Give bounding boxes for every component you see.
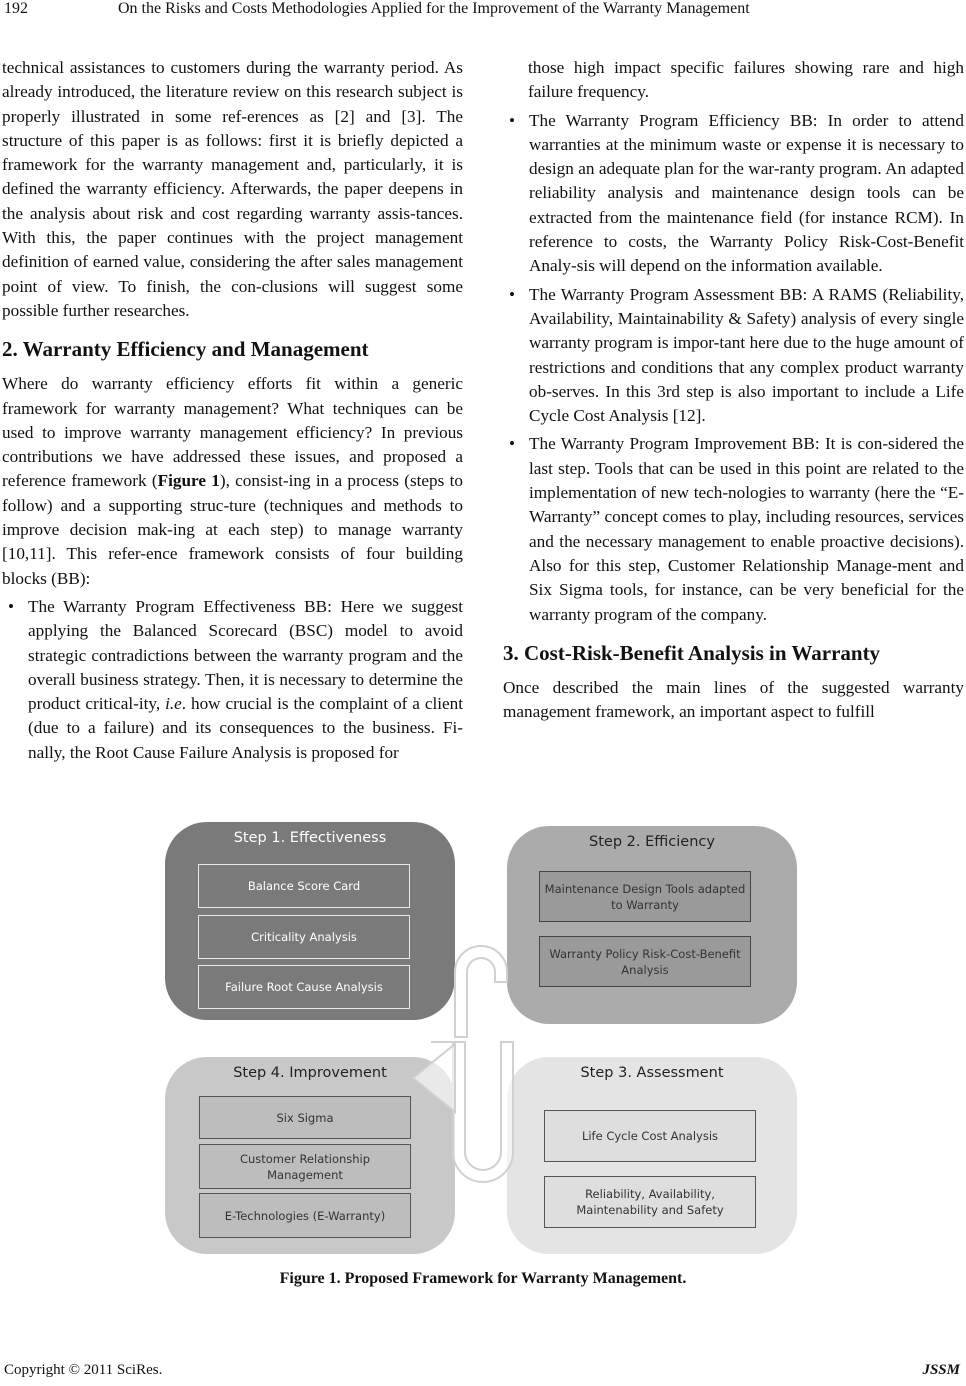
bullet-text-italic: i.e [165, 694, 182, 714]
bullet-text: The Warranty Program Improvement BB: It is con-sidered the last step. Tools that can be used in this point are related to the implementation of new tech-nologies to warranty (here the “E-Warranty” concept comes to play, including resources, services and the necessary management to enable proactive decisions). Also for this step, Customer Relationship Manage-ment and Six Sigma tools, for instance, can be very beneficial for the warranty program of the company. [529, 434, 964, 624]
cycle-arrow-icon [165, 822, 799, 1254]
bullet-icon: • [509, 110, 516, 130]
figure-caption: Figure 1. Proposed Framework for Warranty Management. [279, 1270, 687, 1287]
building-blocks-list-cont [503, 109, 964, 627]
list-item [503, 432, 964, 626]
framework-paragraph [2, 372, 463, 591]
figure-reference-link[interactable]: Figure 1 [157, 471, 220, 491]
framework-paragraph-text-a: Where do warranty efficiency efforts fit within a generic framework for warranty management? What techniques can be used to improve warranty management efficiency? In previous contributions we have addressed these issues, and proposed a reference framework ( [2, 374, 463, 491]
step2-item: Maintenance Design Tools adapted to Warranty [539, 871, 751, 922]
section-heading-3: 3. Cost-Risk-Benefit Analysis in Warranty [503, 640, 881, 665]
bullet-text-b: . how crucial is the complaint of a client (due to a failure) and its consequences to the business. Fi-nally, the Root Cause Failure Analysis is proposed for [28, 694, 463, 762]
step3-item: Life Cycle Cost Analysis [544, 1110, 756, 1162]
step2-title: Step 2. Efficiency [589, 834, 715, 850]
bullet-text: The Warranty Program Efficiency BB: In order to attend warranties at the minimum waste or expense it is necessary to design an adequate plan for the war-ranty program. An adapted reliability analysis and maintenance design tools can be extracted from the maintenance field (for instance RCM). In reference to costs, the Warranty Policy Risk-Cost-Benefit Analy-sis will depend on the information available. [529, 110, 964, 276]
intro-paragraph: technical assistances to customers during the warranty period. As already introduced, the literature review on this research subject is properly illustrated in some ref-erences as [2] and [3]. The structure of this paper is as follows: first it is briefly depicted a framework for the warranty management and, particularly, it is defined the warranty efficiency. Afterwards, the paper deepens in the analysis about risk and cost regarding warranty assis-tances. With this, the paper continues with the project management definition of earned value, considering the after sales management point of view. To finish, the con-clusions will suggest some possible further researches. [2, 58, 463, 320]
step1-item: Failure Root Cause Analysis [198, 965, 410, 1009]
bullet-text-a: The Warranty Program Effectiveness BB: Here we suggest applying the Balanced Scorecard (BSC) model to avoid strategic contradictions between the warranty program and the overall business strategy. Then, it is necessary to determine the product critical-ity, [28, 596, 463, 714]
bullet-icon: • [8, 596, 15, 616]
framework-paragraph-text-b: ), consist-ing in a process (steps to follow) and a supporting struc-ture (techniques and methods to improve decision mak-ing at each step) to manage warranty [10,11]. This refer-ence framework consists of four building blocks (BB): [2, 471, 463, 588]
bullet-icon: • [509, 434, 516, 454]
step4-item: Customer Relationship Management [199, 1144, 411, 1189]
left-column [2, 56, 463, 769]
page-footer [0, 1362, 966, 1382]
step1-title: Step 1. Effectiveness [233, 830, 387, 846]
building-blocks-list [2, 595, 463, 765]
bullet-text: The Warranty Program Assessment BB: A RAMS (Reliability, Availability, Maintainability & Safety) analysis of every single warranty program is impor-tant here due to the huge amount of restrictions and conditions that any complex product warranty ob-serves. In this 3rd step is also important to include a Life Cycle Cost Analysis [12]. [529, 284, 964, 426]
step2-item: Warranty Policy Risk-Cost-Benefit Analysis [539, 936, 751, 987]
step4-item: Six Sigma [199, 1096, 411, 1139]
section-heading-2: 2. Warranty Efficiency and Management [2, 337, 369, 362]
step3-title: Step 3. Assessment [580, 1065, 724, 1081]
framework-figure [165, 822, 799, 1254]
step4-item: E-Technologies (E-Warranty) [199, 1193, 411, 1238]
page-header [0, 0, 966, 24]
list-item [503, 109, 964, 279]
right-column [503, 56, 964, 724]
bullet-icon: • [509, 284, 516, 304]
page-number: 192 [4, 0, 28, 17]
step1-item: Criticality Analysis [198, 915, 410, 959]
list-item [2, 595, 463, 765]
step3-item: Reliability, Availability, Maintenability and Safety [544, 1176, 756, 1228]
step4-title: Step 4. Improvement [233, 1065, 387, 1081]
cost-risk-paragraph: Once described the main lines of the suggested warranty management framework, an important aspect to fulfill [503, 677, 964, 722]
list-item [503, 283, 964, 429]
bullet-continuation: those high impact specific failures showing rare and high failure frequency. [528, 58, 964, 102]
running-title: On the Risks and Costs Methodologies Applied for the Improvement of the Warranty Management [118, 0, 750, 17]
journal-name: JSSM [922, 1362, 960, 1378]
step1-item: Balance Score Card [198, 864, 410, 908]
copyright-notice: Copyright © 2011 SciRes. [4, 1362, 163, 1378]
